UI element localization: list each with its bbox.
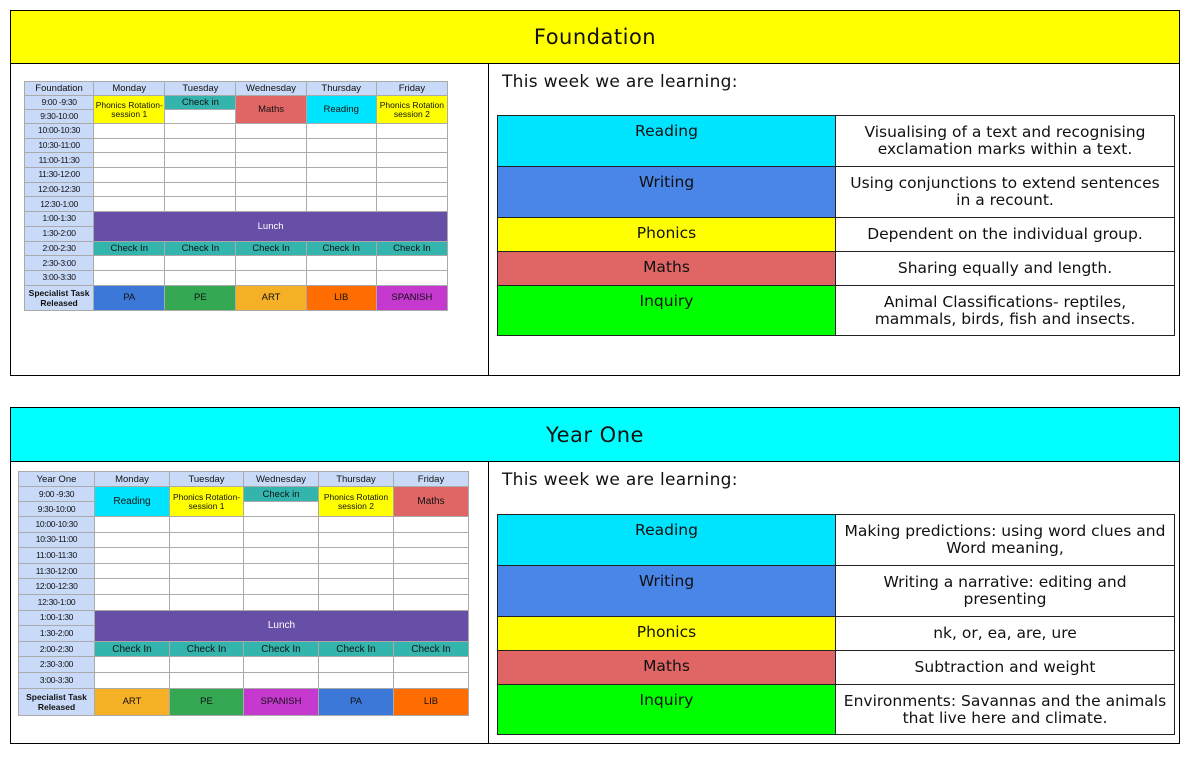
empty-cell bbox=[394, 517, 469, 533]
empty-cell bbox=[165, 256, 236, 271]
thursday-morning: Reading bbox=[306, 96, 376, 124]
empty-cell bbox=[170, 532, 244, 548]
timetable-corner: Foundation bbox=[25, 82, 94, 96]
time-slot: 9:00 -9:30 bbox=[19, 487, 95, 502]
time-slot: 10:30-11:00 bbox=[25, 138, 94, 153]
empty-cell bbox=[319, 517, 394, 533]
empty-cell bbox=[394, 548, 469, 564]
wednesday-morning: Check in bbox=[244, 487, 319, 502]
time-slot: 9:30-10:00 bbox=[25, 110, 94, 124]
check-in-cell: Check In bbox=[236, 241, 306, 256]
empty-cell bbox=[394, 532, 469, 548]
empty-cell bbox=[95, 672, 170, 688]
empty-cell bbox=[165, 124, 236, 139]
empty-cell bbox=[319, 532, 394, 548]
empty-cell bbox=[244, 563, 319, 579]
learning-desc: nk, or, ea, are, ure bbox=[836, 617, 1175, 651]
foundation-divider bbox=[488, 64, 489, 375]
subject-phonics: Phonics bbox=[498, 617, 836, 651]
subject-maths: Maths bbox=[498, 252, 836, 286]
specialist-label: Specialist Task Released bbox=[19, 688, 95, 715]
day-header: Monday bbox=[95, 472, 170, 487]
check-in-cell: Check In bbox=[319, 641, 394, 657]
specialist-lib: LIB bbox=[306, 285, 376, 310]
learning-desc: Environments: Savannas and the animals that live here and climate. bbox=[836, 685, 1175, 735]
learning-desc: Visualising of a text and recognising exclamation marks within a text. bbox=[836, 116, 1175, 167]
empty-cell bbox=[95, 563, 170, 579]
empty-cell bbox=[394, 672, 469, 688]
time-slot: 12:00-12:30 bbox=[19, 579, 95, 595]
empty-cell bbox=[236, 270, 306, 285]
empty-cell bbox=[376, 256, 447, 271]
foundation-timetable bbox=[24, 81, 448, 311]
empty-cell bbox=[306, 182, 376, 197]
empty-cell bbox=[319, 672, 394, 688]
empty-cell bbox=[94, 153, 165, 168]
empty-cell bbox=[394, 594, 469, 610]
empty-cell bbox=[94, 182, 165, 197]
day-header: Tuesday bbox=[165, 82, 236, 96]
specialist-spanish: SPANISH bbox=[244, 688, 319, 715]
learning-desc: Dependent on the individual group. bbox=[836, 218, 1175, 252]
time-slot: 1:30-2:00 bbox=[19, 626, 95, 642]
empty-cell bbox=[94, 270, 165, 285]
check-in-cell: Check In bbox=[306, 241, 376, 256]
empty-cell bbox=[170, 657, 244, 673]
time-slot: 11:30-12:00 bbox=[25, 168, 94, 183]
empty-cell bbox=[170, 579, 244, 595]
check-in-cell: Check In bbox=[94, 241, 165, 256]
year-one-timetable bbox=[18, 471, 469, 716]
day-header: Wednesday bbox=[236, 82, 306, 96]
empty-cell bbox=[306, 197, 376, 212]
empty-cell bbox=[244, 502, 319, 517]
time-slot: 2:30-3:00 bbox=[25, 256, 94, 271]
empty-cell bbox=[376, 270, 447, 285]
time-slot: 3:00-3:30 bbox=[25, 270, 94, 285]
time-slot: 10:00-10:30 bbox=[25, 124, 94, 139]
wednesday-morning: Maths bbox=[236, 96, 306, 124]
time-slot: 12:30-1:00 bbox=[19, 594, 95, 610]
year-one-divider bbox=[488, 462, 489, 743]
empty-cell bbox=[376, 168, 447, 183]
time-slot: 2:30-3:00 bbox=[19, 657, 95, 673]
empty-cell bbox=[165, 110, 236, 124]
time-slot: 1:00-1:30 bbox=[19, 610, 95, 626]
specialist-pe: PE bbox=[170, 688, 244, 715]
empty-cell bbox=[376, 138, 447, 153]
check-in-cell: Check In bbox=[394, 641, 469, 657]
empty-cell bbox=[170, 563, 244, 579]
empty-cell bbox=[236, 168, 306, 183]
time-slot: 11:00-11:30 bbox=[19, 548, 95, 564]
empty-cell bbox=[236, 124, 306, 139]
specialist-pa: PA bbox=[319, 688, 394, 715]
empty-cell bbox=[165, 153, 236, 168]
empty-cell bbox=[319, 579, 394, 595]
learning-desc: Making predictions: using word clues and Word meaning, bbox=[836, 515, 1175, 566]
empty-cell bbox=[94, 138, 165, 153]
empty-cell bbox=[306, 270, 376, 285]
learning-desc: Sharing equally and length. bbox=[836, 252, 1175, 286]
empty-cell bbox=[394, 657, 469, 673]
thursday-morning: Phonics Rotation session 2 bbox=[319, 487, 394, 517]
empty-cell bbox=[170, 672, 244, 688]
specialist-label: Specialist Task Released bbox=[25, 285, 94, 310]
time-slot: 12:30-1:00 bbox=[25, 197, 94, 212]
subject-inquiry: Inquiry bbox=[498, 685, 836, 735]
year-one-learning-heading: This week we are learning: bbox=[502, 470, 738, 490]
specialist-pa: PA bbox=[94, 285, 165, 310]
empty-cell bbox=[95, 579, 170, 595]
subject-writing: Writing bbox=[498, 167, 836, 218]
empty-cell bbox=[394, 563, 469, 579]
friday-morning: Maths bbox=[394, 487, 469, 517]
foundation-panel bbox=[10, 10, 1180, 376]
specialist-lib: LIB bbox=[394, 688, 469, 715]
empty-cell bbox=[95, 657, 170, 673]
empty-cell bbox=[306, 168, 376, 183]
check-in-cell: Check In bbox=[376, 241, 447, 256]
empty-cell bbox=[165, 197, 236, 212]
empty-cell bbox=[236, 256, 306, 271]
empty-cell bbox=[376, 182, 447, 197]
time-slot: 1:30-2:00 bbox=[25, 226, 94, 241]
empty-cell bbox=[319, 594, 394, 610]
empty-cell bbox=[170, 517, 244, 533]
empty-cell bbox=[306, 138, 376, 153]
empty-cell bbox=[376, 197, 447, 212]
check-in-cell: Check In bbox=[170, 641, 244, 657]
empty-cell bbox=[95, 532, 170, 548]
time-slot: 11:00-11:30 bbox=[25, 153, 94, 168]
day-header: Thursday bbox=[306, 82, 376, 96]
year-one-panel bbox=[10, 407, 1180, 744]
empty-cell bbox=[319, 563, 394, 579]
empty-cell bbox=[306, 256, 376, 271]
learning-desc: Writing a narrative: editing and presenting bbox=[836, 566, 1175, 617]
empty-cell bbox=[244, 672, 319, 688]
empty-cell bbox=[319, 657, 394, 673]
friday-morning: Phonics Rotation session 2 bbox=[376, 96, 447, 124]
empty-cell bbox=[94, 256, 165, 271]
empty-cell bbox=[319, 548, 394, 564]
specialist-spanish: SPANISH bbox=[376, 285, 447, 310]
tuesday-morning: Check in bbox=[165, 96, 236, 110]
empty-cell bbox=[95, 594, 170, 610]
time-slot: 9:00 -9:30 bbox=[25, 96, 94, 110]
empty-cell bbox=[94, 168, 165, 183]
day-header: Wednesday bbox=[244, 472, 319, 487]
time-slot: 2:00-2:30 bbox=[19, 641, 95, 657]
empty-cell bbox=[244, 594, 319, 610]
specialist-art: ART bbox=[236, 285, 306, 310]
subject-writing: Writing bbox=[498, 566, 836, 617]
empty-cell bbox=[95, 548, 170, 564]
empty-cell bbox=[306, 153, 376, 168]
lunch-block: Lunch bbox=[95, 610, 469, 641]
empty-cell bbox=[165, 138, 236, 153]
empty-cell bbox=[95, 517, 170, 533]
time-slot: 12:00-12:30 bbox=[25, 182, 94, 197]
monday-morning: Reading bbox=[95, 487, 170, 517]
subject-reading: Reading bbox=[498, 116, 836, 167]
check-in-cell: Check In bbox=[244, 641, 319, 657]
day-header: Tuesday bbox=[170, 472, 244, 487]
empty-cell bbox=[94, 124, 165, 139]
check-in-cell: Check In bbox=[95, 641, 170, 657]
empty-cell bbox=[236, 197, 306, 212]
foundation-learning-heading: This week we are learning: bbox=[502, 72, 738, 92]
empty-cell bbox=[244, 548, 319, 564]
time-slot: 9:30-10:00 bbox=[19, 502, 95, 517]
specialist-art: ART bbox=[95, 688, 170, 715]
empty-cell bbox=[236, 153, 306, 168]
empty-cell bbox=[165, 168, 236, 183]
empty-cell bbox=[306, 124, 376, 139]
time-slot: 1:00-1:30 bbox=[25, 212, 94, 227]
tuesday-morning: Phonics Rotation- session 1 bbox=[170, 487, 244, 517]
time-slot: 10:00-10:30 bbox=[19, 517, 95, 533]
empty-cell bbox=[244, 517, 319, 533]
empty-cell bbox=[244, 532, 319, 548]
empty-cell bbox=[170, 548, 244, 564]
specialist-pe: PE bbox=[165, 285, 236, 310]
day-header: Thursday bbox=[319, 472, 394, 487]
empty-cell bbox=[376, 153, 447, 168]
timetable-corner: Year One bbox=[19, 472, 95, 487]
empty-cell bbox=[165, 182, 236, 197]
day-header: Friday bbox=[394, 472, 469, 487]
day-header: Monday bbox=[94, 82, 165, 96]
subject-phonics: Phonics bbox=[498, 218, 836, 252]
foundation-title: Foundation bbox=[11, 11, 1179, 64]
empty-cell bbox=[244, 657, 319, 673]
learning-desc: Subtraction and weight bbox=[836, 651, 1175, 685]
time-slot: 10:30-11:00 bbox=[19, 532, 95, 548]
empty-cell bbox=[394, 579, 469, 595]
monday-morning: Phonics Rotation- session 1 bbox=[94, 96, 165, 124]
empty-cell bbox=[236, 138, 306, 153]
subject-inquiry: Inquiry bbox=[498, 286, 836, 336]
lunch-block: Lunch bbox=[94, 212, 448, 241]
year-one-title: Year One bbox=[11, 408, 1179, 462]
empty-cell bbox=[376, 124, 447, 139]
empty-cell bbox=[236, 182, 306, 197]
learning-desc: Animal Classifications- reptiles, mammals, birds, fish and insects. bbox=[836, 286, 1175, 336]
foundation-learning-table bbox=[497, 115, 1175, 336]
subject-maths: Maths bbox=[498, 651, 836, 685]
time-slot: 2:00-2:30 bbox=[25, 241, 94, 256]
subject-reading: Reading bbox=[498, 515, 836, 566]
time-slot: 11:30-12:00 bbox=[19, 563, 95, 579]
day-header: Friday bbox=[376, 82, 447, 96]
year-one-learning-table bbox=[497, 514, 1175, 735]
empty-cell bbox=[165, 270, 236, 285]
empty-cell bbox=[244, 579, 319, 595]
empty-cell bbox=[94, 197, 165, 212]
empty-cell bbox=[170, 594, 244, 610]
learning-desc: Using conjunctions to extend sentences in a recount. bbox=[836, 167, 1175, 218]
check-in-cell: Check In bbox=[165, 241, 236, 256]
time-slot: 3:00-3:30 bbox=[19, 672, 95, 688]
